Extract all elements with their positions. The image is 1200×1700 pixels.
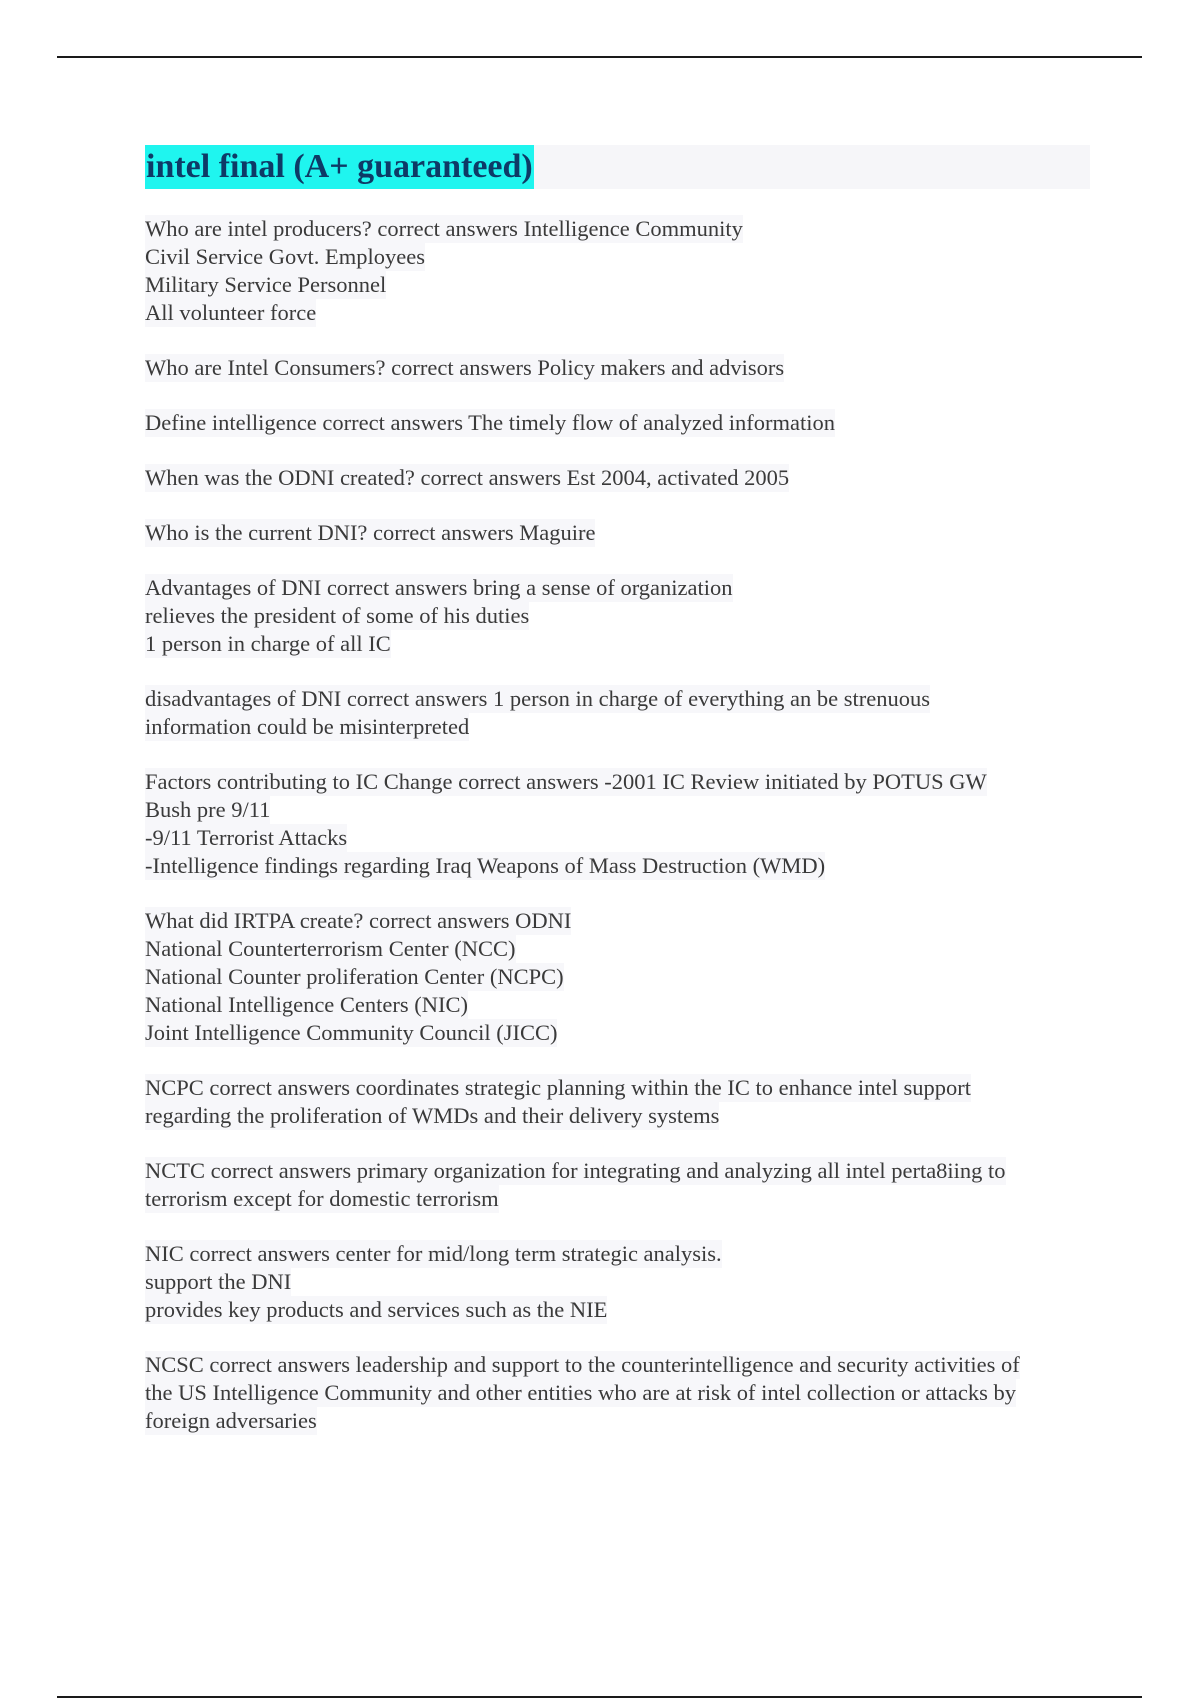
qa-question-line: Factors contributing to IC Change correct answers -2001 IC Review initiated by POTUS GW (145, 769, 987, 794)
qa-answer-line: Civil Service Govt. Employees (145, 244, 425, 269)
qa-answer-line: Bush pre 9/11 (145, 797, 271, 822)
qa-answer-line: -9/11 Terrorist Attacks (145, 825, 348, 850)
qa-answer-line: 1 person in charge of all IC (145, 631, 391, 656)
qa-answer-line: -Intelligence findings regarding Iraq Weapons of Mass Destruction (WMD) (145, 853, 826, 878)
qa-question-line: NCTC correct answers primary organization for integrating and analyzing all intel perta8iing to (145, 1158, 1006, 1183)
qa-answer-line: National Intelligence Centers (NIC) (145, 992, 469, 1017)
document-body (145, 145, 1090, 1462)
qa-answer-line: foreign adversaries (145, 1408, 317, 1433)
qa-entry (145, 907, 1090, 1047)
qa-entry (145, 768, 1090, 880)
qa-entry (145, 519, 1090, 547)
qa-entry (145, 215, 1090, 327)
qa-question-line: disadvantages of DNI correct answers 1 person in charge of everything an be strenuous (145, 686, 930, 711)
top-rule (57, 56, 1142, 58)
qa-question-line: When was the ODNI created? correct answers Est 2004, activated 2005 (145, 465, 790, 490)
qa-answer-line: National Counterterrorism Center (NCC) (145, 936, 516, 961)
qa-answer-line: information could be misinterpreted (145, 714, 470, 739)
qa-question-line: Advantages of DNI correct answers bring a sense of organization (145, 575, 733, 600)
qa-question-line: NCSC correct answers leadership and support to the counterintelligence and security activities of (145, 1352, 1020, 1377)
qa-question-line: NIC correct answers center for mid/long term strategic analysis. (145, 1241, 722, 1266)
qa-answer-line: relieves the president of some of his duties (145, 603, 530, 628)
qa-entry (145, 574, 1090, 658)
qa-entry (145, 1351, 1090, 1435)
qa-question-line: Who are Intel Consumers? correct answers Policy makers and advisors (145, 355, 785, 380)
qa-entry (145, 464, 1090, 492)
qa-entry (145, 409, 1090, 437)
qa-answer-line: the US Intelligence Community and other entities who are at risk of intel collection or attacks by (145, 1380, 1017, 1405)
qa-question-line: What did IRTPA create? correct answers ODNI (145, 908, 572, 933)
qa-question-line: Who is the current DNI? correct answers Maguire (145, 520, 596, 545)
qa-question-line: Who are intel producers? correct answers Intelligence Community (145, 216, 743, 241)
qa-answer-line: regarding the proliferation of WMDs and their delivery systems (145, 1103, 720, 1128)
qa-answer-line: terrorism except for domestic terrorism (145, 1186, 499, 1211)
qa-list (145, 215, 1090, 1435)
qa-entry (145, 1074, 1090, 1130)
qa-entry (145, 1157, 1090, 1213)
qa-answer-line: Joint Intelligence Community Council (JICC) (145, 1020, 558, 1045)
document-title: intel final (A+ guaranteed) (145, 145, 534, 189)
qa-entry (145, 354, 1090, 382)
qa-answer-line: National Counter proliferation Center (NCPC) (145, 964, 564, 989)
qa-answer-line: All volunteer force (145, 300, 317, 325)
bottom-rule (57, 1696, 1142, 1698)
qa-answer-line: provides key products and services such as the NIE (145, 1297, 608, 1322)
qa-question-line: Define intelligence correct answers The timely flow of analyzed information (145, 410, 835, 435)
title-bar (145, 145, 1090, 189)
qa-question-line: NCPC correct answers coordinates strategic planning within the IC to enhance intel support (145, 1075, 972, 1100)
qa-entry (145, 1240, 1090, 1324)
qa-answer-line: support the DNI (145, 1269, 292, 1294)
qa-answer-line: Military Service Personnel (145, 272, 387, 297)
qa-entry (145, 685, 1090, 741)
